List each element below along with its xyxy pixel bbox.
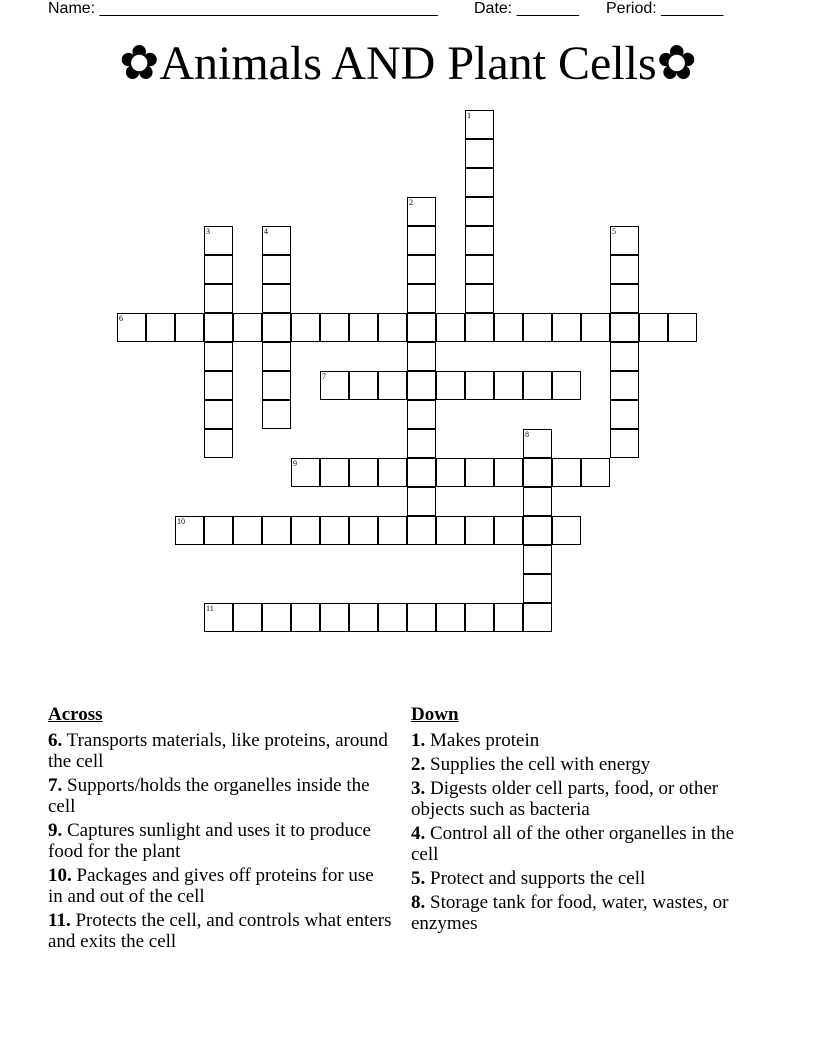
clue-number: 9.	[48, 820, 63, 841]
crossword-cell[interactable]	[523, 574, 552, 603]
crossword-cell[interactable]	[436, 313, 465, 342]
crossword-cell[interactable]	[494, 516, 523, 545]
clue-down	[411, 823, 756, 865]
clue-down	[411, 754, 756, 775]
clue-text: Control all of the other organelles in the cell	[411, 823, 735, 865]
crossword-cell[interactable]	[523, 371, 552, 400]
date-field[interactable]: Date: _______	[474, 0, 579, 17]
clue-text: Protect and supports the cell	[425, 868, 646, 889]
crossword-cell[interactable]	[465, 226, 494, 255]
clue-text: Storage tank for food, water, wastes, or enzymes	[411, 892, 729, 934]
crossword-cell[interactable]	[407, 371, 436, 400]
across-clues	[48, 704, 393, 955]
crossword-cell[interactable]	[668, 313, 697, 342]
crossword-cell[interactable]	[465, 197, 494, 226]
crossword-cell[interactable]	[581, 313, 610, 342]
clue-number-label: 2	[409, 198, 413, 207]
clue-number: 5.	[411, 868, 426, 889]
crossword-cell[interactable]	[262, 342, 291, 371]
crossword-cell[interactable]	[204, 284, 233, 313]
crossword-cell[interactable]	[552, 313, 581, 342]
crossword-cell[interactable]	[407, 255, 436, 284]
clue-across	[48, 865, 393, 907]
across-heading: Across	[48, 704, 103, 725]
crossword-cell[interactable]	[378, 458, 407, 487]
crossword-cell[interactable]	[407, 603, 436, 632]
crossword-cell[interactable]	[552, 516, 581, 545]
crossword-cell[interactable]	[407, 313, 436, 342]
down-heading: Down	[411, 704, 459, 725]
crossword-cell[interactable]	[291, 516, 320, 545]
crossword-cell[interactable]	[407, 516, 436, 545]
crossword-cell[interactable]	[291, 313, 320, 342]
crossword-cell[interactable]	[552, 371, 581, 400]
clue-number-label: 9	[293, 459, 297, 468]
crossword-cell[interactable]	[610, 429, 639, 458]
crossword-cell[interactable]	[436, 516, 465, 545]
clue-text: Supports/holds the organelles inside the cell	[48, 775, 370, 817]
crossword-cell[interactable]	[523, 313, 552, 342]
clue-across	[48, 730, 393, 772]
crossword-cell[interactable]	[465, 603, 494, 632]
crossword-cell[interactable]	[262, 516, 291, 545]
crossword-cell[interactable]	[407, 284, 436, 313]
crossword-cell[interactable]	[610, 255, 639, 284]
clue-number: 10.	[48, 865, 72, 886]
name-field[interactable]: Name: ______________________________________	[48, 0, 438, 17]
clue-number: 7.	[48, 775, 63, 796]
crossword-cell[interactable]	[610, 284, 639, 313]
crossword-cell[interactable]	[233, 516, 262, 545]
crossword-cell[interactable]	[523, 516, 552, 545]
down-clues	[411, 704, 756, 937]
crossword-cell[interactable]	[349, 516, 378, 545]
crossword-cell[interactable]	[552, 458, 581, 487]
crossword-cell[interactable]	[436, 603, 465, 632]
clue-text: Digests older cell parts, food, or other objects such as bacteria	[411, 778, 719, 820]
crossword-cell[interactable]	[349, 458, 378, 487]
clue-down	[411, 778, 756, 820]
crossword-cell[interactable]	[320, 603, 349, 632]
crossword-cell[interactable]	[407, 458, 436, 487]
crossword-cell[interactable]	[407, 226, 436, 255]
clue-number-label: 5	[612, 227, 616, 236]
crossword-cell[interactable]	[465, 458, 494, 487]
clue-number-label: 6	[119, 314, 123, 323]
crossword-cell[interactable]	[262, 603, 291, 632]
crossword-cell[interactable]	[436, 371, 465, 400]
clue-across	[48, 775, 393, 817]
crossword-cell[interactable]	[465, 516, 494, 545]
crossword-cell[interactable]	[233, 313, 262, 342]
crossword-cell[interactable]	[378, 371, 407, 400]
crossword-cell[interactable]	[494, 371, 523, 400]
clue-across	[48, 820, 393, 862]
crossword-cell[interactable]	[465, 255, 494, 284]
crossword-cell[interactable]	[378, 516, 407, 545]
clue-text: Protects the cell, and controls what enters and exits the cell	[48, 910, 392, 952]
clue-number-label: 4	[264, 227, 268, 236]
crossword-cell[interactable]	[262, 255, 291, 284]
crossword-cell[interactable]	[204, 516, 233, 545]
crossword-cell[interactable]	[436, 458, 465, 487]
crossword-cell[interactable]	[465, 168, 494, 197]
clue-text: Makes protein	[425, 730, 540, 751]
crossword-cell[interactable]	[523, 487, 552, 516]
crossword-cell[interactable]	[233, 603, 262, 632]
clue-number: 4.	[411, 823, 426, 844]
crossword-cell[interactable]	[320, 458, 349, 487]
clue-down	[411, 868, 756, 889]
crossword-cell[interactable]	[494, 458, 523, 487]
crossword-cell[interactable]	[175, 313, 204, 342]
crossword-cell[interactable]	[320, 516, 349, 545]
crossword-cell[interactable]	[320, 313, 349, 342]
crossword-cell[interactable]	[349, 603, 378, 632]
crossword-cell[interactable]	[204, 400, 233, 429]
crossword-cell[interactable]	[204, 371, 233, 400]
crossword-cell[interactable]	[465, 139, 494, 168]
crossword-cell[interactable]	[262, 371, 291, 400]
clue-across	[48, 910, 393, 952]
crossword-cell[interactable]	[407, 342, 436, 371]
crossword-cell[interactable]	[204, 342, 233, 371]
crossword-cell[interactable]	[204, 429, 233, 458]
clue-text: Supplies the cell with energy	[425, 754, 651, 775]
clue-number: 11.	[48, 910, 71, 931]
crossword-cell[interactable]	[407, 429, 436, 458]
clue-number-label: 7	[322, 372, 326, 381]
crossword-cell[interactable]	[378, 313, 407, 342]
clue-text: Packages and gives off proteins for use in and out of the cell	[48, 865, 374, 907]
clue-text: Captures sunlight and uses it to produce food for the plant	[48, 820, 371, 862]
crossword-cell[interactable]	[581, 458, 610, 487]
crossword-cell[interactable]	[610, 313, 639, 342]
crossword-cell[interactable]	[523, 545, 552, 574]
crossword-cell[interactable]	[407, 400, 436, 429]
crossword-cell[interactable]	[262, 284, 291, 313]
crossword-cell[interactable]	[465, 284, 494, 313]
clue-number: 1.	[411, 730, 426, 751]
clue-down	[411, 730, 756, 751]
crossword-cell[interactable]	[262, 400, 291, 429]
clue-down	[411, 892, 756, 934]
crossword-cell[interactable]	[494, 313, 523, 342]
crossword-cell[interactable]	[262, 313, 291, 342]
crossword-cell[interactable]	[204, 313, 233, 342]
clue-number: 8.	[411, 892, 426, 913]
clue-number-label: 10	[177, 517, 185, 526]
crossword-cell[interactable]	[610, 371, 639, 400]
clue-number-label: 1	[467, 111, 471, 120]
clue-number: 6.	[48, 730, 63, 751]
crossword-cell[interactable]	[146, 313, 175, 342]
crossword-cell[interactable]	[291, 603, 320, 632]
clue-number: 2.	[411, 754, 426, 775]
crossword-cell[interactable]	[349, 313, 378, 342]
crossword-cell[interactable]	[465, 371, 494, 400]
crossword-cell[interactable]	[378, 603, 407, 632]
crossword-cell[interactable]	[407, 487, 436, 516]
crossword-cell[interactable]	[349, 371, 378, 400]
crossword-cell[interactable]	[610, 342, 639, 371]
crossword-cell[interactable]	[204, 255, 233, 284]
crossword-cell[interactable]	[494, 603, 523, 632]
clue-text: Transports materials, like proteins, around the cell	[48, 730, 388, 772]
crossword-cell[interactable]	[523, 458, 552, 487]
clue-number-label: 8	[525, 430, 529, 439]
crossword-cell[interactable]	[523, 603, 552, 632]
clue-number: 3.	[411, 778, 426, 799]
period-field[interactable]: Period: _______	[606, 0, 724, 17]
crossword-cell[interactable]	[465, 313, 494, 342]
clue-number-label: 11	[206, 604, 214, 613]
page-title: ✿Animals AND Plant Cells✿	[119, 37, 697, 90]
crossword-cell[interactable]	[610, 400, 639, 429]
crossword-cell[interactable]	[639, 313, 668, 342]
clue-number-label: 3	[206, 227, 210, 236]
